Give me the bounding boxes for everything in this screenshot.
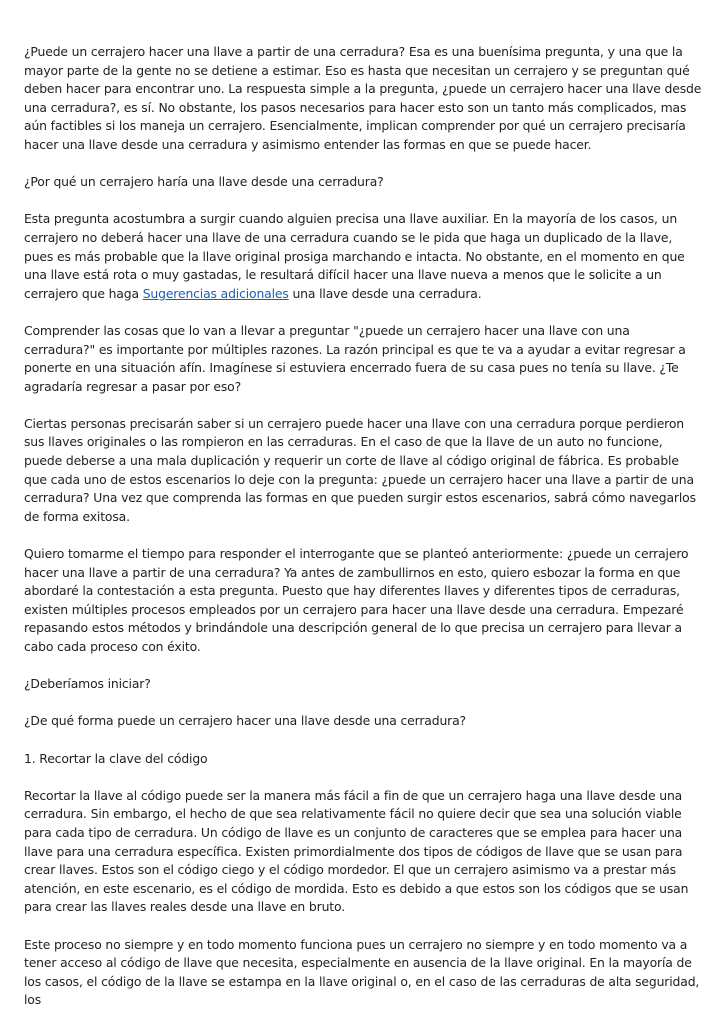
paragraph-auxiliary-key <box>24 210 702 303</box>
paragraph-understanding: Comprender las cosas que lo van a llevar a preguntar "¿puede un cerrajero hacer una llave con una cerradura?" es importante por múltiples razones. La razón principal es que te va a ayudar a evitar regresar a ponerte en una situación afín. Imagínese si estuviera encerrado fuera de su casa pues no tenía su llave. ¿Te agradaría regresar a pasar por eso? <box>24 322 686 394</box>
paragraph-intro: ¿Puede un cerrajero hacer una llave a partir de una cerradura? Esa es una buenísima pregunta, y una que la mayor parte de la gente no se detiene a estimar. Eso es hasta que necesitan un cerrajero y se preguntan qué deben hacer para encontrar uno. La respuesta simple a la pregunta, ¿puede un cerrajero hacer una llave desde una cerradura?, es sí. No obstante, los pasos necesarios para hacer esto son un tanto más complicados, mas aún factibles si los maneja un cerrajero. Esencialmente, implican comprender por qué un cerrajero precisaría hacer una llave desde una cerradura y asimismo entender las formas en que se puede hacer. <box>24 44 702 152</box>
paragraph-how-question: ¿De qué forma puede un cerrajero hacer una llave desde una cerradura? <box>24 713 466 729</box>
paragraph-process-limits: Este proceso no siempre y en todo momento funciona pues un cerrajero no siempre y en todo momento va a tener acceso al código de llave que necesita, especialmente en ausencia de la llave original. En la mayoría de los casos, el código de la llave se estampa en la llave original o, en el caso de las cerraduras de alta seguridad, los <box>24 936 700 1008</box>
paragraph-why-question: ¿Por qué un cerrajero haría una llave desde una cerradura? <box>24 174 384 190</box>
paragraph-shall-we-start: ¿Deberíamos iniciar? <box>24 676 151 692</box>
paragraph-approach: Quiero tomarme el tiempo para responder el interrogante que se planteó anteriormente: ¿puede un cerrajero hacer una llave a partir de una cerradura? Ya antes de zambullirnos en esto, quiero esbozar la forma en que abordaré la contestación a esta pregunta. Puesto que hay diferentes llaves y diferentes tipos de cerraduras, existen múltiples procesos empleados por un cerrajero para hacer una llave desde una cerradura. Empezaré repasando estos métodos y brindándole una descripción general de lo que precisa un cerrajero para llevar a cabo cada proceso con éxito. <box>24 546 689 654</box>
paragraph-auxiliary-key-text-end: una llave desde una cerradura. <box>288 285 482 301</box>
paragraph-auxiliary-key-text-start: Esta pregunta acostumbra a surgir cuando alguien precisa una llave auxiliar. En la mayoría de los casos, un cerrajero no deberá hacer una llave de una cerradura cuando se le pida que haga un duplicado de la llave, pues es más probable que la llave original prosiga marchando e intacta. No obstante, en el momento en que una llave está rota o muy gastadas, le resultará difícil hacer una llave nueva a menos que le solicite a un cerrajero que haga <box>24 211 685 301</box>
paragraph-lost-keys: Ciertas personas precisarán saber si un cerrajero puede hacer una llave con una cerradura porque perdieron sus llaves originales o las rompieron en las cerraduras. En el caso de que la llave de un auto no funcione, puede deberse a una mala duplicación y requerir un corte de llave al código original de fábrica. Es probable que cada uno de estos escenarios lo deje con la pregunta: ¿puede un cerrajero hacer una llave a partir de una cerradura? Una vez que comprenda las formas en que pueden surgir estos escenarios, sabrá cómo navegarlos de forma exitosa. <box>24 415 696 524</box>
paragraph-key-code: Recortar la llave al código puede ser la manera más fácil a fin de que un cerrajero haga una llave desde una cerradura. Sin embargo, el hecho de que sea relativamente fácil no quiere decir que sea una solución viable para cada tipo de cerradura. Un código de llave es un conjunto de caracteres que se emplea para hacer una llave para una cerradura específica. Existen primordialmente dos tipos de códigos de llave que se usan para crear llaves. Estos son el código ciego y el código mordedor. El que un cerrajero asimismo va a prestar más atención, en este escenario, es el código de mordida. Esto es debido a que estos son los códigos que se usan para crear las llaves reales desde una llave en bruto. <box>24 787 689 915</box>
section-heading-cut-key-code: 1. Recortar la clave del código <box>24 750 208 766</box>
article-body <box>24 43 702 1028</box>
sugerencias-adicionales-link[interactable]: Sugerencias adicionales <box>142 285 289 301</box>
